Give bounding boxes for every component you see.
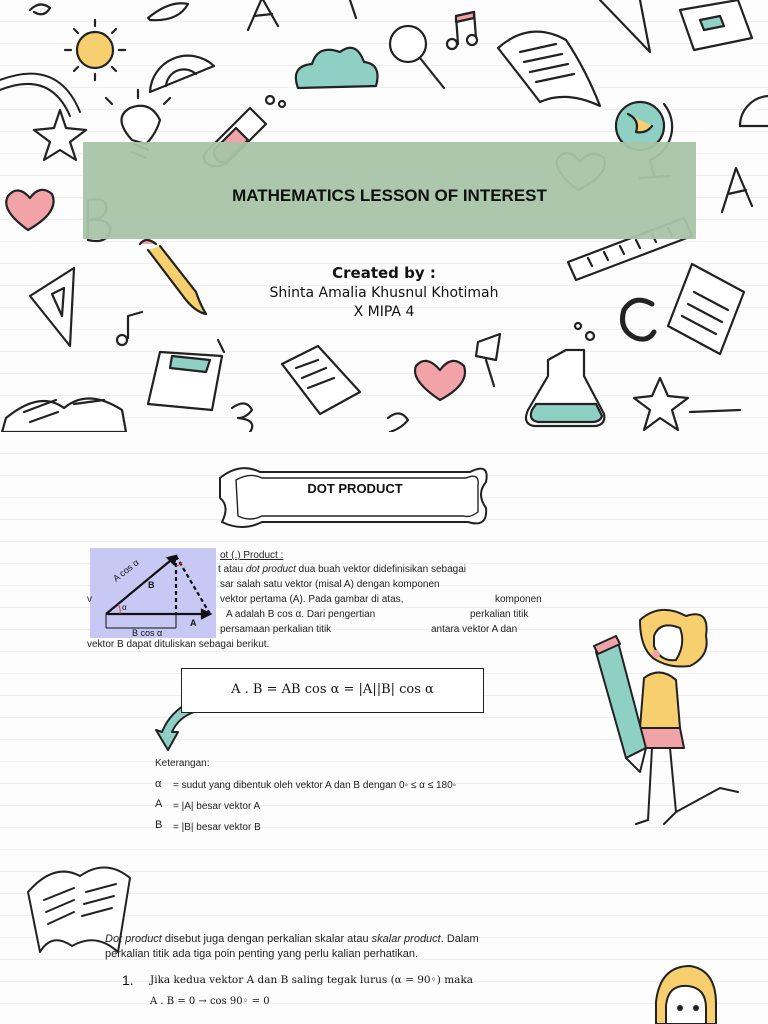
desc-alpha: = sudut yang dibentuk oleh vektor A dan B dengan 0◦ ≤ α ≤ 180◦ bbox=[173, 780, 457, 791]
para-line-1 bbox=[220, 548, 283, 563]
para-line-4a: v bbox=[87, 594, 92, 605]
point-1-equation: A . B = 0 → cos 90◦ = 0 bbox=[150, 996, 270, 1007]
point-number: 1. bbox=[122, 972, 134, 988]
leaf-icon bbox=[148, 3, 188, 20]
para-line-6a: persamaan perkalian titik bbox=[220, 624, 332, 635]
created-by-label: Created by : bbox=[332, 264, 436, 282]
title-slide bbox=[0, 0, 768, 432]
document-icon bbox=[282, 346, 360, 414]
number-3-icon bbox=[232, 403, 252, 432]
label-a-cos: A cos α bbox=[111, 557, 141, 584]
note-text: . Dalam bbox=[440, 933, 479, 945]
para-text: dua buah vektor didefinisikan sebagai bbox=[295, 564, 466, 575]
sun-icon bbox=[65, 20, 125, 80]
para-line-5b: perkalian titik bbox=[470, 609, 529, 620]
author-name: Shinta Amalia Khusnul Khotimah bbox=[269, 285, 499, 301]
label-b: B bbox=[148, 580, 155, 590]
para-heading: ot (.) Product : bbox=[220, 550, 284, 561]
cloud-icon bbox=[296, 48, 378, 88]
label-b-cos: B cos α bbox=[132, 628, 163, 638]
triangle-ruler-top-icon bbox=[600, 0, 650, 52]
desc-b: = |B| besar vektor B bbox=[173, 822, 261, 833]
letter-a-icon bbox=[248, 0, 278, 30]
rainbow-icon bbox=[0, 74, 80, 116]
girl-face-illustration bbox=[656, 966, 716, 1024]
ribbon-banner bbox=[220, 468, 487, 527]
symbol-alpha: α bbox=[155, 778, 162, 790]
keterangan-title: Keterangan: bbox=[155, 758, 210, 769]
girl-with-pencil-illustration bbox=[594, 610, 738, 824]
para-line-7: vektor B dapat dituliskan sebagai berikut. bbox=[87, 639, 270, 650]
protractor-icon bbox=[150, 56, 214, 92]
spiral-icon bbox=[30, 4, 50, 14]
pushpin-icon bbox=[476, 334, 500, 386]
book-top-right-icon bbox=[680, 0, 752, 50]
heart-icon bbox=[6, 190, 53, 230]
vector-diagram bbox=[90, 548, 216, 638]
para-line-6b: antara vektor A dan bbox=[431, 624, 518, 635]
note-line-2: perkalian titik ada tiga poin penting yang perlu kalian perhatikan. bbox=[105, 948, 419, 960]
protractor-right-icon bbox=[740, 96, 768, 126]
class-name: X MIPA 4 bbox=[353, 304, 415, 320]
label-a: A bbox=[190, 618, 197, 628]
dot-product-formula: A . B = AB cos α = |A||B| cos α bbox=[231, 682, 434, 697]
para-italic: dot product bbox=[245, 564, 296, 575]
vector-b-arrow bbox=[106, 556, 176, 614]
star-icon bbox=[34, 110, 86, 160]
pencil-top-icon bbox=[350, 0, 356, 18]
symbol-a: A bbox=[155, 798, 163, 810]
magnifier-icon bbox=[390, 26, 444, 88]
open-book-bottom-icon bbox=[2, 398, 126, 432]
notebook-icon bbox=[148, 340, 224, 410]
star-right-icon bbox=[634, 378, 740, 430]
para-line-2 bbox=[218, 562, 466, 577]
dot-product-slide bbox=[0, 432, 768, 1024]
label-alpha: α bbox=[122, 603, 127, 612]
heart-bottom-icon bbox=[415, 361, 465, 400]
para-text: t atau bbox=[218, 564, 246, 575]
symbol-b: B bbox=[155, 819, 163, 831]
flask-icon bbox=[526, 323, 604, 426]
note-line-1 bbox=[105, 933, 479, 945]
note-text: disebut juga dengan perkalian skalar atau bbox=[161, 933, 372, 945]
music-note-icon bbox=[447, 12, 477, 49]
note-italic: Dot product bbox=[105, 933, 162, 945]
note-italic: skalar product bbox=[371, 933, 441, 945]
point-1-text: Jika kedua vektor A dan B saling tegak lurus (α = 90◦) maka bbox=[150, 974, 474, 986]
para-line-4c: komponen bbox=[495, 594, 542, 605]
page-title: MATHEMATICS LESSON OF INTEREST bbox=[232, 186, 547, 205]
desc-a: = |A| besar vektor A bbox=[173, 801, 261, 812]
letter-a-right-icon bbox=[722, 168, 752, 212]
para-line-3: sar salah satu vektor (misal A) dengan komponen bbox=[220, 579, 440, 590]
para-line-4b: vektor pertama (A). Pada gambar di atas, bbox=[220, 594, 404, 605]
section-banner-title: DOT PRODUCT bbox=[307, 481, 403, 496]
para-line-5a: A adalah B cos α. Dari pengertian bbox=[226, 609, 376, 620]
vector-diagram-svg bbox=[90, 548, 216, 638]
number-2-icon bbox=[388, 413, 408, 432]
open-book-icon bbox=[498, 32, 600, 106]
